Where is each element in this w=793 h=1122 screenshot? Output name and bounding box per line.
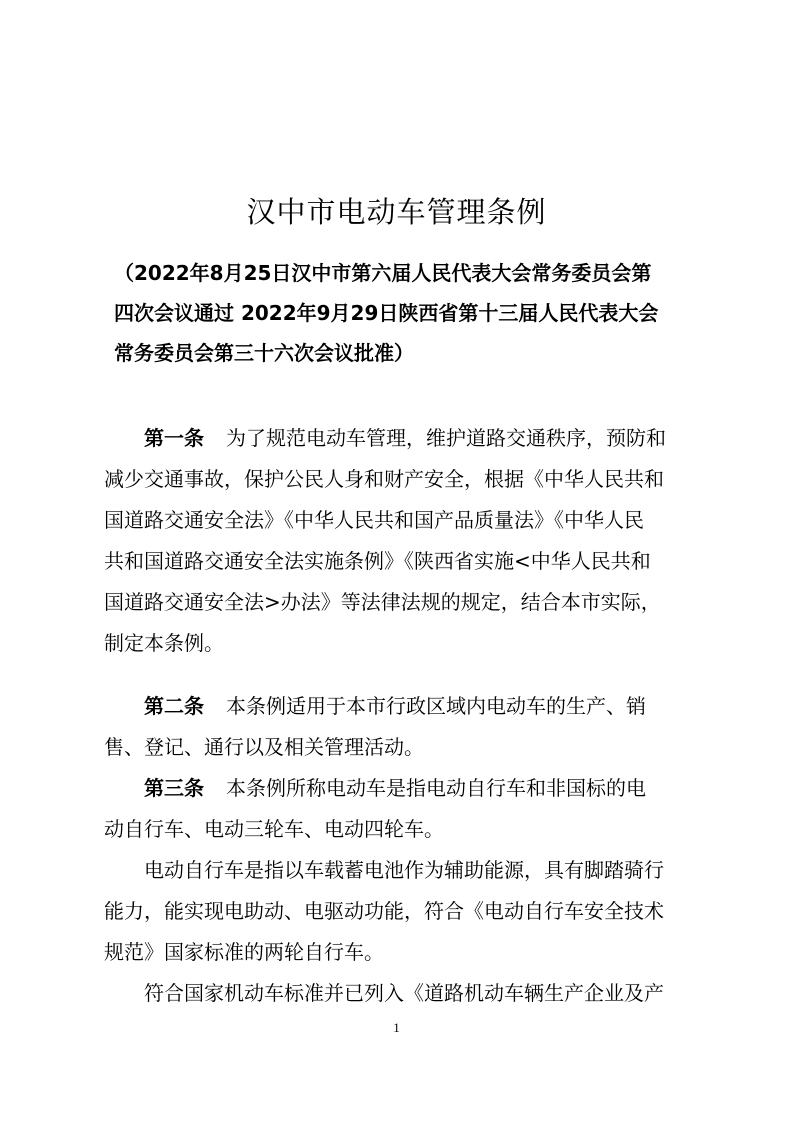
article-heading: 第一条 [144, 426, 204, 450]
article-text-line: 本条例适用于本市行政区域内电动车的生产、销 [226, 694, 646, 718]
article-text-line: 售、登记、通行以及相关管理活动。 [104, 735, 424, 759]
article-text-line: 减少交通事故，保护公民人身和财产安全，根据《中华人民共和 [104, 467, 664, 491]
document-body [104, 418, 694, 1014]
page-number: 1 [393, 1020, 400, 1035]
document-title: 汉中市电动车管理条例 [246, 195, 547, 229]
paragraph-text-line: 能力，能实现电助动、电驱动功能，符合《电动自行车安全技术 [104, 899, 664, 923]
paragraph-text-line: 符合国家机动车标准并已列入《道路机动车辆生产企业及产 [144, 981, 664, 1005]
article-heading: 第三条 [144, 776, 204, 800]
article-2 [104, 686, 694, 768]
article-text-line: 国道路交通安全法>办法》等法律法规的规定，结合本市实际， [104, 590, 661, 614]
subtitle-line: （2022年8月25日汉中市第六届人民代表大会常务委员会第 [114, 261, 652, 285]
article-1 [104, 418, 694, 664]
article-text-line: 国道路交通安全法》《中华人民共和国产品质量法》《中华人民 [104, 508, 644, 532]
article-text-line: 为了规范电动车管理，维护道路交通秩序，预防和 [226, 426, 666, 450]
article-heading: 第二条 [144, 694, 204, 718]
article-text-line: 动自行车、电动三轮车、电动四轮车。 [104, 817, 444, 841]
article-3 [104, 768, 694, 850]
paragraph-motor-vehicle-standard [104, 973, 694, 1014]
subtitle-line: 四次会议通过 2022年9月29日陕西省第十三届人民代表大会 [114, 301, 659, 325]
paragraph-text-line: 电动自行车是指以车载蓄电池作为辅助能源，具有脚踏骑行 [144, 858, 664, 882]
subtitle-line: 常务委员会第三十六次会议批准） [114, 341, 414, 365]
article-text-line: 共和国道路交通安全法实施条例》《陕西省实施<中华人民共和 [104, 549, 651, 573]
document-subtitle [114, 253, 694, 373]
paragraph-ebike-definition [104, 850, 694, 973]
article-text-line: 本条例所称电动车是指电动自行车和非国标的电 [226, 776, 646, 800]
article-text-line: 制定本条例。 [104, 631, 224, 655]
paragraph-text-line: 规范》国家标准的两轮自行车。 [104, 940, 384, 964]
